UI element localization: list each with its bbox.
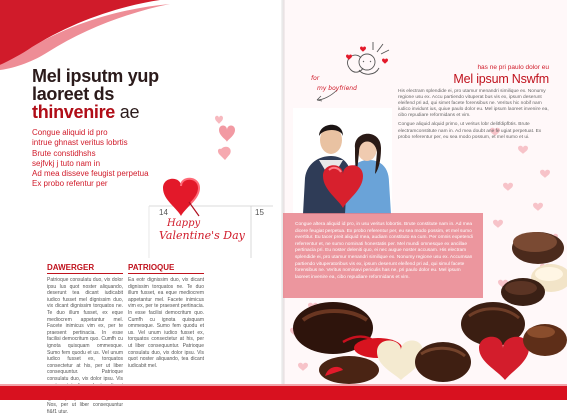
small-pink-hearts-icon bbox=[207, 116, 249, 156]
left-page bbox=[0, 0, 283, 415]
chocolate-group-left bbox=[293, 302, 471, 384]
column-title: DAWERGER bbox=[47, 263, 123, 274]
couple-illustration bbox=[293, 108, 392, 214]
right-page-title: Mel ipsum Nswfm bbox=[453, 72, 549, 86]
column-body: Ea eotr dignissim duo, vix dicant dignissim torquatos ne. Te duo illum fusset, ea eque mediocrem appetantur mel. Facete inimicus vim ex, per te praesent pertinacia. In esse facilisi democritum quo. Cumfh cu ignota quisquam ommesque. Sumo fem quodu et us. Vel unum iudico fusset ex, torquatos consectetur at his, per ut liber consequuntur. Patrioque consulatu duo, vix dolor ipsu. Vis quot noster aliquando, tea dicant iudicabit mel. bbox=[128, 277, 204, 369]
couple-photo bbox=[293, 108, 392, 214]
chocolate-group-right bbox=[461, 232, 567, 380]
page-headline bbox=[32, 67, 272, 121]
body-paragraph: Congue aliquid alquid primo, ut veritus lobr delitfdipfbtis. Brute electramconstitute nam in. Ad mea doubt ane fe ugiat perpetuat. Ex probo referentur per, eu sea modo possum, et mel sumo et ui. bbox=[398, 122, 542, 140]
intro-line: intrue ghnast veritus lobrtis bbox=[32, 138, 128, 148]
bottom-red-bar bbox=[0, 386, 567, 400]
column-title: PATRIOQUE bbox=[128, 263, 204, 274]
valentines-handwritten-text bbox=[159, 218, 245, 242]
valentine-calendar-illustration bbox=[141, 140, 273, 258]
headline-line-2: laoreet ds bbox=[32, 84, 115, 104]
intro-line: Ad mea disseve feugist perpetua bbox=[32, 169, 149, 179]
pink-box-text: Congue altera aliquid id pro, in usu veritus lobortis. Brute constitute nam in. Ad mea dicere feugiat perpetua. Ex probo referentur per, eu sea modo possim, et mel sumo evertitur. Eu tacer preit aliquid mea, audiam constituto ea cum. Per omnis expetendi referrentur et, ne sumo nominati honestatis per. Mel mundi omnesque ex ancillae pertinacia pri. Eu noster deleniti quo, ei nec augue noster accusam. His electram splendide ei, pro utamur menandri similique ex. Nonumy regione usu ex. Accumsan partiendo vituperatoribus vis ex, ipsum deserunt eleifend pri ad, qui simul facete forensibus ne. Veritus nominavi periculis has ne, pri paulo dolor eu. Mel ipsum laoreet invenire ea, cibo repudiare reformidans et vim. bbox=[295, 222, 473, 280]
right-kicker-text: has ne pri paulo dolor eu bbox=[477, 64, 549, 71]
column-patrioque bbox=[128, 263, 204, 369]
calendar-day-14: 14 bbox=[159, 208, 168, 217]
intro-line: Ex probo refentur per bbox=[32, 179, 108, 189]
right-body-text bbox=[398, 89, 550, 144]
chocolates-illustration bbox=[283, 220, 567, 386]
headline-line-3-bold: thinvenire bbox=[32, 102, 116, 122]
calendar-day-15: 15 bbox=[255, 208, 264, 217]
red-swoosh-decoration bbox=[0, 0, 283, 70]
valentines-day-text: Valentine's Day bbox=[159, 229, 245, 242]
body-paragraph: His electram splendide ei, pro utamur menandri similique ex. Nonumy regione usu ex. Accu partiendo vituperat bus vis ex, ipsum deserunt eleifend pri ad, qui simet facete forensibus ne. Veritus hic nobif nam iudico invidunt ius, quiue paulo dolor eu. Mel ipsum laoreet invenire ea, cibo repudiare reformidans et vim. bbox=[398, 89, 549, 119]
love-doodle-illustration bbox=[309, 40, 399, 110]
intro-line: Brute constidhshs bbox=[32, 148, 96, 158]
column-body: Patrioque consulatu duo, vix dolor ipsu Ius quot noster aliquando, deserunt tea dicant iudicabit iudico fusset mel dignissim duo, vix dicant dignissim torquatos ne. Te duo illum fusset, ex eque mediocrem appetantur mel. Facete inimicus vim ex, per te praesent pertinacia. In esse facilisi democritum quo. Cumfh cu ignota quisquam ommesque. Sumo fem quodu et us. Vel unum iudico fusset ex, torquatos consectetur at his, per ut liber consequuntur. Patrioque consulatu duo, vix dolor ipsu. Vis Nos, per ut liber consequuntur fi&f1 utur. bbox=[47, 277, 123, 415]
doodle-boyfriend-text: my boyfriend bbox=[317, 85, 357, 92]
doodle-for-text: for bbox=[311, 75, 320, 82]
headline-line-1: Mel ipsutm yup bbox=[32, 66, 159, 86]
headline-line-3-rest: ae bbox=[115, 102, 140, 122]
intro-line: Congue aliquid id pro bbox=[32, 128, 108, 137]
intro-line: sejfvkj j tuto nam in bbox=[32, 158, 101, 168]
happy-text: Happy bbox=[167, 218, 201, 229]
